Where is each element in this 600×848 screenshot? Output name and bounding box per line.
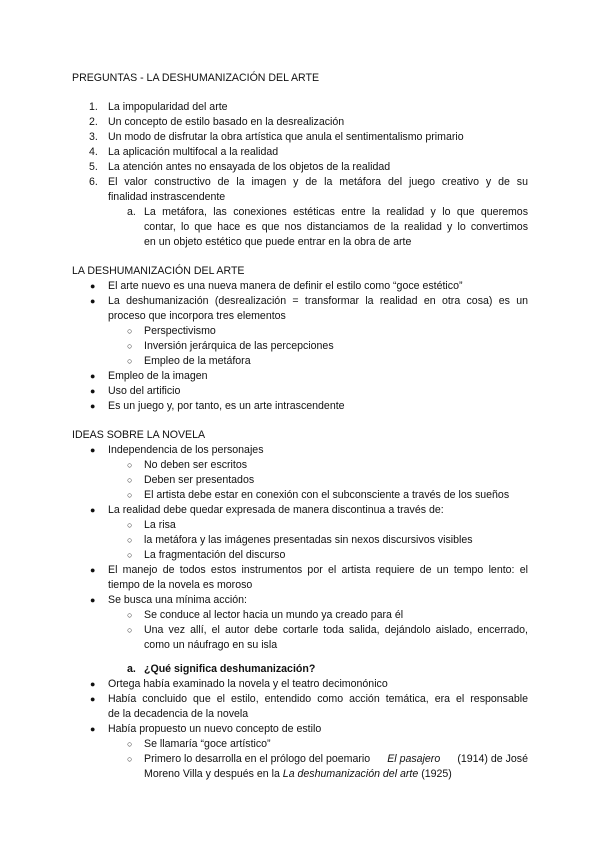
list-number: 3. xyxy=(89,131,98,143)
list-item: El valor constructivo de la imagen y de la metáfora del juego creativo y de su xyxy=(108,176,528,188)
bullet-icon: ● xyxy=(90,595,96,605)
sub-bullet-icon: ○ xyxy=(127,520,133,530)
sub-list-item-continuation: contar, lo que hace es que nos distanciamos de la realidad y lo convertimos xyxy=(144,221,528,233)
list-number: 4. xyxy=(89,146,98,158)
sub-bullet-icon: ○ xyxy=(127,341,133,351)
sub-list-item-continuation xyxy=(144,767,452,781)
sub-list-item: Se llamaría “goce artístico” xyxy=(144,738,271,750)
list-item: El manejo de todos estos instrumentos por el artista requiere de un tempo lento: el xyxy=(108,564,528,576)
sub-list-item: Se conduce al lector hacia un mundo ya creado para él xyxy=(144,609,404,621)
list-number: 5. xyxy=(89,161,98,173)
list-item-continuation: proceso que incorpora tres elementos xyxy=(108,310,286,322)
book-title: El pasajero xyxy=(387,753,441,765)
sub-list-item: Perspectivismo xyxy=(144,325,216,337)
sub-list-text: (1914) de José xyxy=(457,753,528,765)
list-item: Se busca una mínima acción: xyxy=(108,594,247,606)
list-item: Independencia de los personajes xyxy=(108,444,264,456)
bullet-icon: ● xyxy=(90,445,96,455)
bullet-icon: ● xyxy=(90,401,96,411)
sub-list-item: la metáfora y las imágenes presentadas sin nexos discursivos visibles xyxy=(144,534,473,546)
sub-bullet-icon: ○ xyxy=(127,326,133,336)
sub-list-item: La metáfora, las conexiones estéticas entre la realidad y lo que queremos xyxy=(144,206,528,218)
list-item: La deshumanización (desrealización = transformar la realidad en otra cosa) es un xyxy=(108,295,528,307)
sub-bullet-icon: ○ xyxy=(127,535,133,545)
list-number: 2. xyxy=(89,116,98,128)
sub-list-item xyxy=(144,752,528,766)
sub-list-item-continuation: en un objeto estético que puede entrar en la obra de arte xyxy=(144,236,412,248)
section-heading-preguntas: PREGUNTAS - LA DESHUMANIZACIÓN DEL ARTE xyxy=(72,72,320,84)
list-item: Uso del artificio xyxy=(108,385,181,397)
list-item: La realidad debe quedar expresada de manera discontinua a través de: xyxy=(108,504,444,516)
sub-bullet-icon: ○ xyxy=(127,550,133,560)
sub-list-text: Primero lo desarrolla en el prólogo del poemario xyxy=(144,753,371,765)
sub-bullet-icon: ○ xyxy=(127,754,133,764)
sub-list-text: Moreno Villa y después en la xyxy=(144,768,280,780)
bullet-icon: ● xyxy=(90,281,96,291)
sub-bullet-icon: ○ xyxy=(127,739,133,749)
sub-bullet-icon: ○ xyxy=(127,625,133,635)
list-item: La atención antes no ensayada de los objetos de la realidad xyxy=(108,161,391,173)
bullet-icon: ● xyxy=(90,679,96,689)
bullet-icon: ● xyxy=(90,386,96,396)
subheading-deshumanizacion: ¿Qué significa deshumanización? xyxy=(144,663,316,675)
list-number: 1. xyxy=(89,101,98,113)
book-title: La deshumanización del arte xyxy=(282,768,419,780)
list-item: Ortega había examinado la novela y el teatro decimonónico xyxy=(108,678,388,690)
list-item-continuation: tiempo de la novela es moroso xyxy=(108,579,253,591)
list-item: La impopularidad del arte xyxy=(108,101,228,113)
list-item: Había concluido que el estilo, entendido como acción temática, era el responsable xyxy=(108,693,528,705)
list-item: Un modo de disfrutar la obra artística que anula el sentimentalismo primario xyxy=(108,131,464,143)
bullet-icon: ● xyxy=(90,565,96,575)
subheading-letter: a. xyxy=(127,663,136,675)
sub-list-item: El artista debe estar en conexión con el subconsciente a través de los sueños xyxy=(144,489,510,501)
sub-bullet-icon: ○ xyxy=(127,610,133,620)
bullet-icon: ● xyxy=(90,371,96,381)
sub-list-text: (1925) xyxy=(421,768,452,780)
bullet-icon: ● xyxy=(90,724,96,734)
list-item: Empleo de la imagen xyxy=(108,370,208,382)
bullet-icon: ● xyxy=(90,296,96,306)
list-item: La aplicación multifocal a la realidad xyxy=(108,146,279,158)
list-item-continuation: finalidad instrascendente xyxy=(108,191,226,203)
sub-list-item: Empleo de la metáfora xyxy=(144,355,251,367)
list-item-continuation: de la decadencia de la novela xyxy=(108,708,249,720)
list-item: Un concepto de estilo basado en la desrealización xyxy=(108,116,345,128)
section-heading-novela: IDEAS SOBRE LA NOVELA xyxy=(72,429,206,441)
sub-list-item: La risa xyxy=(144,519,176,531)
bullet-icon: ● xyxy=(90,505,96,515)
sub-list-item: La fragmentación del discurso xyxy=(144,549,286,561)
sub-list-item-continuation: como un náufrago en su isla xyxy=(144,639,278,651)
sub-bullet-icon: ○ xyxy=(127,475,133,485)
bullet-icon: ● xyxy=(90,694,96,704)
list-number: 6. xyxy=(89,176,98,188)
sub-list-item: No deben ser escritos xyxy=(144,459,248,471)
sub-list-item: Inversión jerárquica de las percepciones xyxy=(144,340,334,352)
sub-list-item: Deben ser presentados xyxy=(144,474,255,486)
sub-list-item: Una vez allí, el autor debe cortarle toda salida, dejándolo aislado, encerrado, xyxy=(144,624,528,636)
list-item: Es un juego y, por tanto, es un arte intrascendente xyxy=(108,400,345,412)
sub-bullet-icon: ○ xyxy=(127,356,133,366)
list-letter: a. xyxy=(127,206,136,218)
section-heading-deshumanizacion: LA DESHUMANIZACIÓN DEL ARTE xyxy=(72,265,245,277)
sub-bullet-icon: ○ xyxy=(127,490,133,500)
sub-bullet-icon: ○ xyxy=(127,460,133,470)
list-item: El arte nuevo es una nueva manera de definir el estilo como “goce estético” xyxy=(108,280,463,292)
list-item: Había propuesto un nuevo concepto de estilo xyxy=(108,723,322,735)
